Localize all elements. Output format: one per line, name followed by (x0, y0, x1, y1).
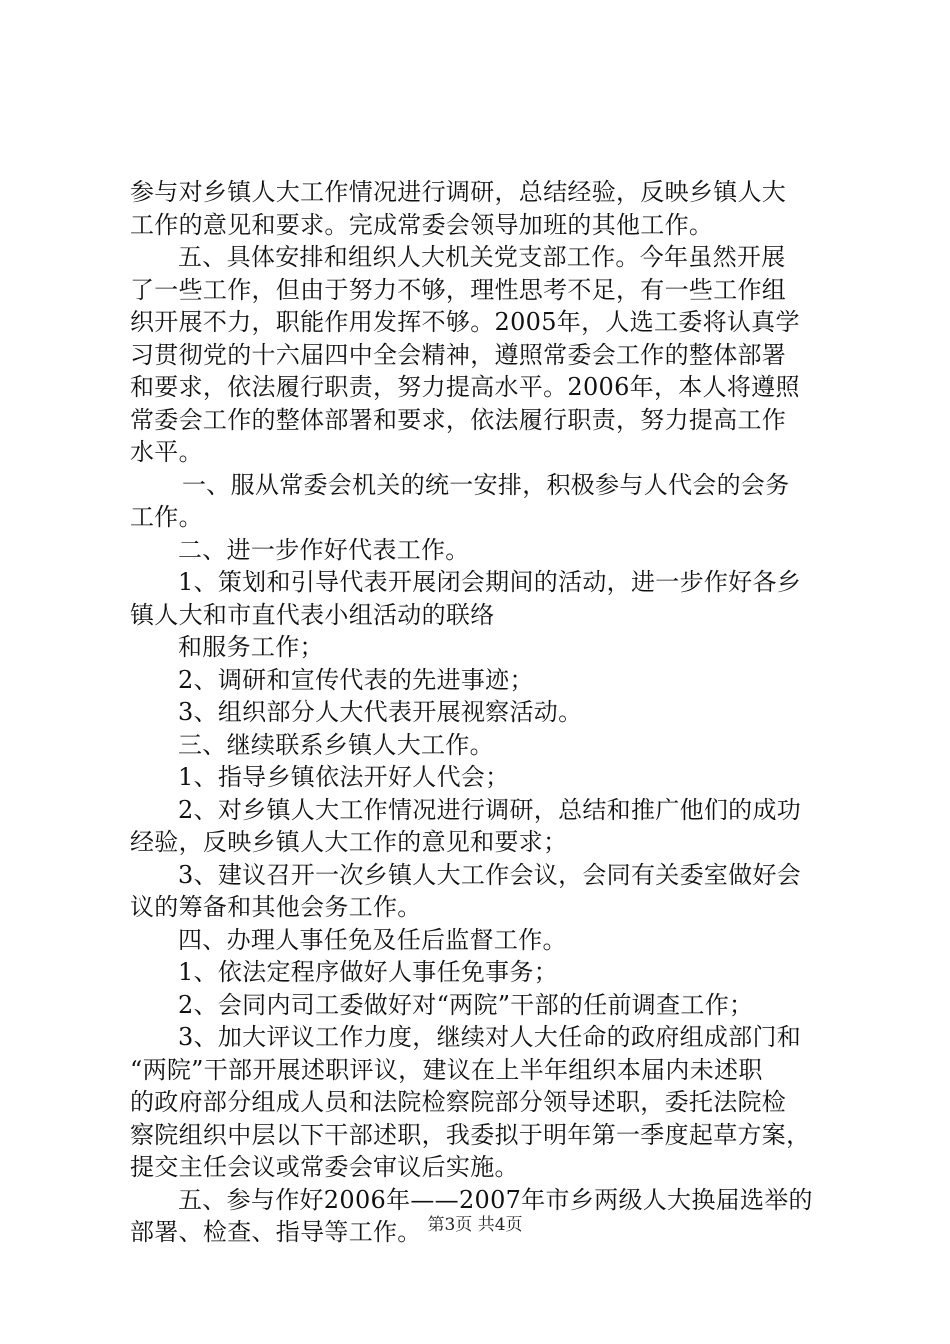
body-line: 2、调研和宣传代表的先进事迹； (178, 665, 534, 694)
body-line: 部署、检查、指导等工作。 (130, 1218, 422, 1246)
body-line: 一、服从常委会机关的统一安排，积极参与人代会的会务 (182, 470, 790, 499)
body-line: “两院”干部开展述职评议，建议在上半年组织本届内未述职 (130, 1055, 763, 1084)
body-line: 二、进一步作好代表工作。 (178, 535, 470, 564)
body-line: 四、办理人事任免及任后监督工作。 (178, 925, 567, 954)
body-line: 和服务工作； (178, 633, 324, 661)
body-line: 议的筹备和其他会务工作。 (130, 893, 422, 921)
body-line: 和要求，依法履行职责，努力提高水平。2006年，本人将遵照 (130, 373, 800, 401)
body-line: 1、指导乡镇依法开好人代会； (178, 763, 510, 791)
body-line: 三、继续联系乡镇人大工作。 (178, 730, 494, 759)
body-line: 常委会工作的整体部署和要求，依法履行职责，努力提高工作 (130, 405, 787, 434)
body-line: 提交主任会议或常委会审议后实施。 (130, 1153, 519, 1181)
body-line: 的政府部分组成人员和法院检察院部分领导述职，委托法院检 (130, 1088, 787, 1116)
body-line: 工作。 (130, 503, 203, 531)
body-line: 五、具体安排和组织人大机关党支部工作。今年虽然开展 (178, 243, 786, 271)
body-line: 经验，反映乡镇人大工作的意见和要求； (130, 828, 568, 856)
body-line: 察院组织中层以下干部述职，我委拟于明年第一季度起草方案， (130, 1120, 811, 1149)
page-footer: 第3页 共4页 (427, 1215, 523, 1235)
body-line: 3、建议召开一次乡镇人大工作会议，会同有关委室做好会 (178, 860, 802, 889)
body-line: 3、组织部分人大代表开展视察活动。 (178, 698, 583, 726)
body-line: 了一些工作，但由于努力不够，理性思考不足，有一些工作组 (130, 275, 787, 304)
body-line: 工作的意见和要求。完成常委会领导加班的其他工作。 (130, 210, 714, 239)
body-line: 镇人大和市直代表小组活动的联络 (130, 600, 495, 629)
document-body (130, 176, 830, 1249)
body-line: 习贯彻党的十六届四中全会精神，遵照常委会工作的整体部署 (130, 340, 787, 369)
body-line: 水平。 (130, 438, 203, 466)
body-line: 五、参与作好2006年——2007年市乡两级人大换届选举的 (178, 1185, 813, 1214)
body-line: 织开展不力，职能作用发挥不够。2005年，人选工委将认真学 (130, 308, 800, 336)
body-line: 1、策划和引导代表开展闭会期间的活动，进一步作好各乡 (178, 568, 802, 596)
body-line: 参与对乡镇人大工作情况进行调研，总结经验，反映乡镇人大 (130, 178, 787, 206)
body-line: 3、加大评议工作力度，继续对人大任命的政府组成部门和 (178, 1023, 802, 1051)
body-line: 2、对乡镇人大工作情况进行调研，总结和推广他们的成功 (178, 795, 802, 824)
body-line: 2、会同内司工委做好对“两院”干部的任前调查工作； (178, 990, 754, 1019)
body-line: 1、依法定程序做好人事任免事务； (178, 958, 559, 986)
